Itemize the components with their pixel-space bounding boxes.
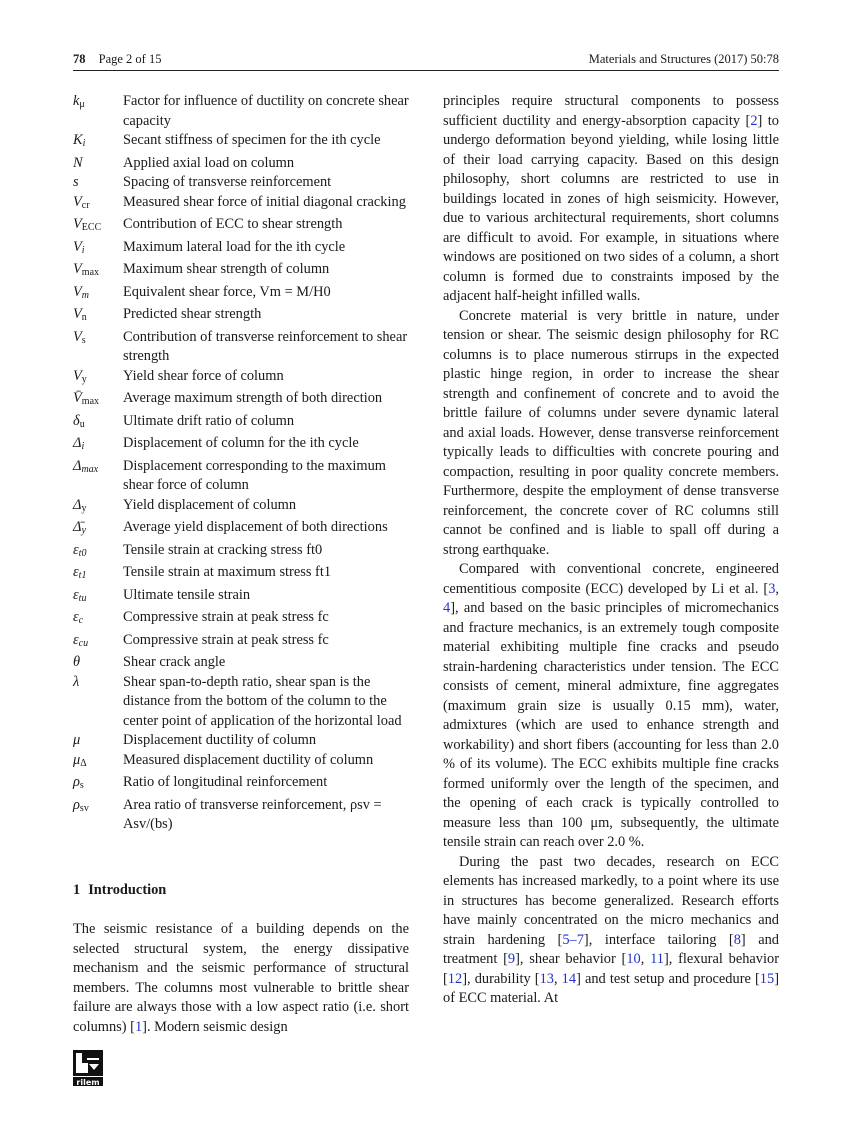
nomenclature-definition: Compressive strain at peak stress fc (123, 609, 329, 625)
citation-link[interactable]: 3 (768, 580, 776, 597)
nomenclature-definition: Measured displacement ductility of column (123, 751, 374, 768)
nomenclature-item (73, 434, 409, 457)
citation-link[interactable]: 5–7 (562, 931, 584, 948)
rilem-logo-icon (73, 1050, 103, 1086)
nomenclature-item (73, 328, 409, 367)
nomenclature-symbol: $\varepsilon_{cu}$ (73, 631, 89, 649)
nomenclature-item (73, 92, 409, 131)
section-title: Introduction (88, 882, 167, 898)
section-heading (73, 881, 166, 901)
intro-paragraph-left (73, 920, 409, 1037)
nomenclature-item (73, 586, 409, 609)
nomenclature-symbol: $V_{cr}$ (73, 193, 90, 211)
page-label: Page 2 of 15 (98, 52, 162, 66)
nomenclature-definition: Area ratio of transverse reinforcement, ρsv = Asv/(bs) (123, 796, 382, 832)
nomenclature-symbol: $\Delta_{max}$ (73, 457, 99, 475)
nomenclature-item (73, 518, 409, 541)
nomenclature-definition: Equivalent shear force, Vm = M/H0 (123, 283, 331, 300)
nomenclature-definition: Compressive strain at peak stress fc (123, 631, 329, 648)
nomenclature-symbol: $\Delta_y$ (73, 496, 87, 514)
nomenclature-item (73, 154, 409, 174)
nomenclature-definition: Ultimate drift ratio of column (123, 412, 295, 429)
nomenclature-item (73, 305, 409, 328)
nomenclature-definition: Ratio of longitudinal reinforcement (123, 774, 328, 790)
nomenclature-symbol: $V_{max}$ (73, 261, 100, 278)
nomenclature-symbol: $\varepsilon_{t1}$ (73, 564, 87, 581)
nomenclature-item (73, 773, 409, 796)
nomenclature-item (73, 796, 409, 835)
nomenclature-item (73, 631, 409, 654)
nomenclature-item (73, 367, 409, 390)
nomenclature-symbol: $\delta_u$ (73, 412, 85, 430)
header-rule (73, 70, 779, 71)
nomenclature-item (73, 260, 409, 283)
nomenclature-definition: Shear span-to-depth ratio, shear span is the distance from the bottom of the column to the center point of application of the horizontal load (123, 673, 402, 729)
nomenclature-symbol: $V_y$ (73, 367, 87, 385)
paragraph: The seismic resistance of a building depends on the selected structural system, the energy dissipative mechanism and the seismic performance of structural members. The columns most vulnerable to brittle shear failure are always those with a low aspect ratio (i.e. short columns) [1]. Modern seismic design (73, 921, 409, 1035)
nomenclature-definition: Contribution of transverse reinforcement to shear strength (123, 328, 408, 364)
nomenclature-item (73, 173, 409, 193)
nomenclature-item (73, 673, 409, 732)
page-number: 78 (73, 52, 86, 66)
nomenclature-item (73, 412, 409, 435)
nomenclature-symbol: $\varepsilon_c$ (73, 609, 84, 626)
nomenclature-symbol: s (73, 174, 79, 190)
citation-link[interactable]: 15 (759, 970, 775, 987)
nomenclature-definition: Predicted shear strength (123, 306, 262, 322)
nomenclature-definition: Applied axial load on column (123, 154, 295, 171)
nomenclature-list (73, 92, 409, 835)
citation-link[interactable]: 2 (750, 112, 758, 129)
nomenclature-definition: Yield shear force of column (123, 367, 284, 384)
nomenclature-definition: Average maximum strength of both direction (123, 390, 383, 406)
citation-link[interactable]: 10 (626, 951, 641, 967)
running-header (73, 50, 779, 70)
nomenclature-symbol: $V_i$ (73, 238, 85, 256)
nomenclature-item (73, 563, 409, 586)
nomenclature-symbol: μ (73, 732, 81, 748)
nomenclature-symbol: $\varepsilon_{t0}$ (73, 541, 87, 559)
nomenclature-item (73, 496, 409, 519)
nomenclature-symbol: $V_s$ (73, 328, 86, 346)
citation-link[interactable]: 9 (507, 951, 516, 967)
nomenclature-symbol: $\Deltā_y$ (73, 519, 86, 536)
nomenclature-definition: Displacement corresponding to the maximum shear force of column (123, 457, 386, 493)
nomenclature-symbol: $\Delta_i$ (73, 435, 85, 452)
citation-link[interactable]: 13 (539, 970, 554, 987)
nomenclature-definition: Yield displacement of column (123, 496, 297, 513)
nomenclature-symbol: $\rho_{sv}$ (73, 796, 89, 814)
nomenclature-item (73, 389, 409, 412)
nomenclature-definition: Shear crack angle (123, 654, 226, 670)
nomenclature-definition: Tensile strain at cracking stress ft0 (123, 541, 323, 558)
nomenclature-item (73, 193, 409, 216)
nomenclature-symbol: $V_m$ (73, 283, 90, 301)
nomenclature-symbol: $k_\mu$ (73, 93, 85, 110)
citation-link[interactable]: 1 (134, 1018, 143, 1035)
svg-text:rilem: rilem (76, 1078, 100, 1086)
paragraph: During the past two decades, research on ECC elements has increased markedly, to a point where its use in structures has become generalized. Research efforts have mainly concentrated on the micro mechanics and strain hardening [5–7], interface tailoring [8] and treatment [9], shear behavior [10, 11], flexural behavior [12], durability [13, 14] and test setup and procedure [15] of ECC material. At (443, 853, 779, 1006)
nomenclature-symbol: $K_i$ (73, 132, 86, 149)
citation-link[interactable]: 11 (650, 951, 664, 967)
citation-link[interactable]: 8 (733, 931, 741, 948)
body-column-right (443, 92, 779, 1009)
nomenclature-item (73, 238, 409, 261)
citation-link[interactable]: 12 (447, 970, 463, 987)
nomenclature-definition: Secant stiffness of specimen for the ith cycle (123, 132, 381, 148)
nomenclature-item (73, 457, 409, 496)
nomenclature-item (73, 608, 409, 631)
nomenclature-item (73, 541, 409, 564)
nomenclature-item (73, 751, 409, 774)
nomenclature-symbol: $V_n$ (73, 306, 87, 323)
section-number: 1 (73, 882, 81, 898)
nomenclature-definition: Displacement ductility of column (123, 732, 317, 748)
nomenclature-symbol: λ (73, 673, 80, 690)
nomenclature-symbol: N (73, 154, 83, 171)
nomenclature-definition: Factor for influence of ductility on concrete shear capacity (123, 93, 409, 129)
nomenclature-item (73, 653, 409, 673)
nomenclature-definition: Maximum shear strength of column (123, 261, 330, 277)
nomenclature-definition: Maximum lateral load for the ith cycle (123, 238, 346, 255)
nomenclature-definition: Spacing of transverse reinforcement (123, 174, 332, 190)
nomenclature-item (73, 283, 409, 306)
nomenclature-symbol: $V̄_{max}$ (73, 390, 100, 407)
nomenclature-symbol: $V_{ECC}$ (73, 216, 102, 233)
nomenclature-symbol: $\rho_s$ (73, 774, 84, 791)
nomenclature-symbol: $\varepsilon_{tu}$ (73, 586, 87, 604)
nomenclature-definition: Ultimate tensile strain (123, 586, 251, 603)
nomenclature-definition: Average yield displacement of both directions (123, 519, 388, 535)
nomenclature-item (73, 131, 409, 154)
nomenclature-symbol: $\mu_\Delta$ (73, 751, 87, 769)
journal-citation: Materials and Structures (2017) 50:78 (588, 52, 779, 66)
nomenclature-definition: Tensile strain at maximum stress ft1 (123, 564, 332, 580)
nomenclature-definition: Contribution of ECC to shear strength (123, 216, 343, 232)
citation-link[interactable]: 4 (443, 600, 451, 616)
nomenclature-symbol: θ (73, 654, 81, 670)
paragraph: principles require structural components to possess sufficient ductility and energy-absorption capacity [2] to undergo deformation beyond yielding, while losing little of their load carrying capacity. Based on this design philosophy, short columns are restricted to use in buildings located in zones of high seismicity. However, due to various architectural requirements, short columns are difficult to avoid. For example, in situations where windows are positioned on two sides of a column, a short column is formed due to constraints imposed by the adjacent half-height infilled walls. (443, 93, 779, 304)
citation-link[interactable]: 14 (561, 970, 577, 987)
nomenclature-item (73, 731, 409, 751)
nomenclature-definition: Displacement of column for the ith cycle (123, 435, 359, 451)
paragraph: Compared with conventional concrete, engineered cementitious composite (ECC) developed by Li et al. [3, 4], and based on the basic principles of micromechanics and fracture mechanics, is an extremely tough composite material exhibiting multiple fine cracks and pseudo strain-hardening characteristics under tension. The ECC consists of cement, mineral admixture, fine aggregates (maximum grain size is usually 0.15 mm), water, admixtures (which are used to enhance strength and workability) and short fibers (accounting for less than 2.0 % of its volume). The ECC exhibits multiple fine cracks formed uniformly over the length of the specimen, and the opening of each crack is typically controlled to measure less than 100 μm, subsequently, the ultimate tensile strain can reach over 2.0 %. (443, 561, 779, 850)
nomenclature-item (73, 215, 409, 238)
nomenclature-definition: Measured shear force of initial diagonal cracking (123, 193, 406, 210)
paragraph: Concrete material is very brittle in nature, under tension or shear. The seismic design philosophy for RC columns is to place numerous stirrups in the expected plastic hinge region, in order to increase the shear strength and confinement of concrete and to avoid the brittle failure of columns under severe dynamic lateral and axial loads. However, dense transverse reinforcement typically leads to difficulties with concrete pouring and compaction, resulting in poor quality concrete members. Furthermore, despite the employment of dense transverse reinforcement, the concrete cover of RC columns still cannot be confined and is liable to spall off during a strong earthquake. (443, 307, 779, 558)
